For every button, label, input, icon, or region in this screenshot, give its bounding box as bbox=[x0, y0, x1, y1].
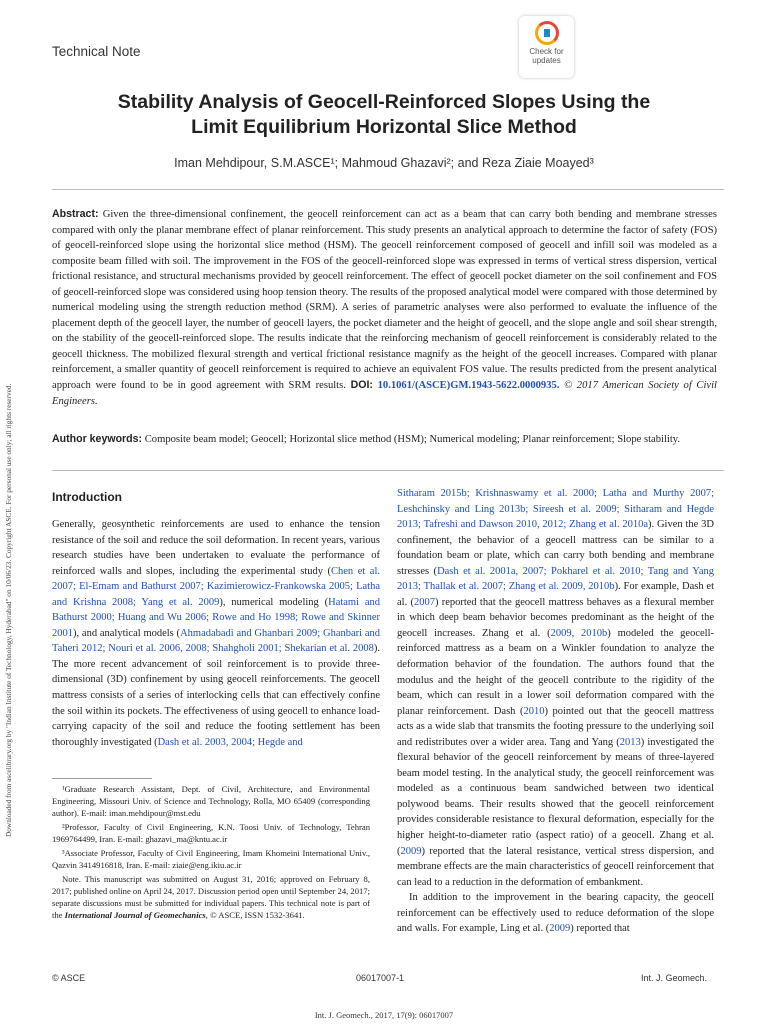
doi-link[interactable]: 10.1061/(ASCE)GM.1943-5622.0000935. bbox=[377, 380, 560, 392]
footnote-1: ¹Graduate Research Assistant, Dept. of Civil, Architecture, and Environmental Engineering, Missouri Univ. of Science and Technology, Rolla, MO 65409 (corresponding author). E-mail: iman.mehdipour@mst.edu bbox=[52, 784, 370, 818]
doi-label: DOI: bbox=[350, 379, 373, 392]
check-for-updates-button[interactable] bbox=[519, 16, 574, 78]
citation-link[interactable]: Ahmadabadi and Ghanbari 2009; Ghanbari and Taheri 2012; Nouri et al. 2006, 2008; Shahgholi 2001; Shekarian et al. 2008 bbox=[52, 627, 380, 655]
title-line-1: Stability Analysis of Geocell-Reinforced Slopes Using the bbox=[117, 91, 651, 113]
footer-page-id: 06017007-1 bbox=[356, 973, 405, 983]
keywords-text: Composite beam model; Geocell; Horizontal slice method (HSM); Numerical modeling; Planar reinforcement; Slope stability. bbox=[144, 434, 681, 445]
badge-line-1: Check for bbox=[529, 47, 564, 56]
author-list: Iman Mehdipour, S.M.ASCE¹; Mahmoud Ghazavi²; and Reza Ziaie Moayed³ bbox=[174, 156, 594, 170]
journal-name: International Journal of Geomechanics bbox=[64, 910, 206, 920]
citation-link[interactable]: 2009, 2010b bbox=[550, 627, 608, 639]
footnote-3: ³Associate Professor, Faculty of Civil Engineering, Imam Khomeini International Univ., Qazvin 3414916818, Iran. E-mail: ziaie@eng.ikiu.ac.ir bbox=[52, 848, 370, 870]
citation-link[interactable]: 2009 bbox=[549, 923, 571, 935]
abstract-text: Given the three-dimensional confinement, the geocell reinforcement can act as a beam that can carry both bending and membrane stresses compared with only the planar membrane effect of planar reinforcement. This study presents an analytical approach to determine the factor of safety (FOS) of geocell-reinforced slope using the horizontal slice method (HSM). The geocell reinforcement composed of geocell and infill soil was modeled as a composite beam filled with soil. The improvement in the FOS of the geocell-reinforced slope was expressed in terms of vertical stress dispersion, vertical frictional resistance, and structural mechanisms provided by geocell reinforcement. The effect of geocell pocket diameter on the soil confinement and FOS of geocell-reinforced slope was considered using hoop tension theory. The results of the proposed analytical model were compared with those determined by numerical modeling using the strength reduction method (SRM). A series of parametric analyses were also performed to evaluate the influence of the placement depth of the geocell layer, the number of geocell layers, the pocket diameter and the height of geocell, and the slope angle and soil shear strength, on the stability of the geocell-reinforced slope. The results indicate that the reinforcing mechanism of geocell reinforcement is considerably related to the geocell thickness. The mobilized flexural strength and vertical frictional resistance magnify as the height of the geocell increases. Compared with planar reinforcement, a smaller quantity of geocell reinforcement is required to achieve an equivalent FOS value. The results predicted from the present analytical approach were found to be in good agreement with SRM results. bbox=[52, 209, 717, 392]
citation-link[interactable]: 2009 bbox=[400, 845, 422, 857]
footnote-divider bbox=[52, 778, 152, 779]
citation-link[interactable]: 2013 bbox=[619, 736, 641, 748]
citation-link[interactable]: 2010 bbox=[523, 705, 545, 717]
submission-note: Note. This manuscript was submitted on August 31, 2016; approved on February 8, 2017; published online on April 24, 2017. Discussion period open until September 24, 2017; separate discussions must be submitted for individual papers. This technical note is part of the International Journal of Geomechanics, © ASCE, ISSN 1532-3641. bbox=[52, 874, 370, 920]
footnotes bbox=[52, 783, 370, 923]
citation-link[interactable]: Hatami and Bathurst 2000; Huang and Wu 2006; Rowe and Ho 1998; Rowe and Skinner 2001 bbox=[52, 596, 381, 639]
article-type-label: Technical Note bbox=[52, 44, 141, 59]
title-line-2: Limit Equilibrium Horizontal Slice Method bbox=[191, 116, 577, 138]
keywords-block bbox=[52, 432, 717, 448]
footer-journal: Int. J. Geomech. bbox=[641, 973, 708, 983]
divider-top bbox=[52, 189, 724, 190]
footer-copyright: © ASCE bbox=[52, 973, 86, 983]
abstract-block bbox=[52, 207, 717, 409]
footnote-2: ²Professor, Faculty of Civil Engineering, K.N. Toosi Univ. of Technology, Tehran 1969764499, Iran. E-mail: ghazavi_ma@kntu.ac.ir bbox=[52, 822, 370, 844]
keywords-label: Author keywords: bbox=[52, 433, 143, 445]
section-heading-introduction: Introduction bbox=[52, 490, 122, 504]
citation-link[interactable]: Dash et al. 2003, 2004; Hegde and bbox=[157, 736, 303, 748]
badge-line-2: updates bbox=[532, 56, 561, 65]
download-notice-text: Downloaded from ascelibrary.org by "Indian Institute of Technology, Hyderabad" on 10/06/23. Copyright ASCE. For personal use only; all rights reserved. bbox=[4, 383, 13, 837]
paper-title bbox=[40, 90, 728, 140]
intro-paragraph-2: In addition to the improvement in the bearing capacity, the geocell reinforcement can be effectively used to reduce deformation of the slope and walls. For example, Ling et al. (2009) reported that bbox=[397, 892, 714, 935]
citation-footer: Int. J. Geomech., 2017, 17(9): 06017007 bbox=[314, 1010, 454, 1020]
copyright-text: © 2017 American Society of Civil Engineers. bbox=[52, 380, 718, 407]
intro-paragraph-1: Generally, geosynthetic reinforcements are used to enhance the tension resistance of the soil and reduce the soil deformation. In recent years, various research studies have been undertaken to evaluate the performance of reinforced walls and slopes, including the experimental study (Chen et al. 2007; El-Emam and Bathurst 2007; Kazimierowicz-Frankowska 2005; Latha and Krishna 2008; Yang et al. 2009), numerical modeling (Hatami and Bathurst 2000; Huang and Wu 2006; Rowe and Ho 1998; Rowe and Skinner 2001), and analytical models (Ahmadabadi and Ghanbari 2009; Ghanbari and Taheri 2012; Nouri et al. 2006, 2008; Shahgholi 2001; Shekarian et al. 2008). The more recent advancement of soil reinforcement is to provide three-dimensional (3D) confinement by using geocell reinforcements. The geocell mattress consists of a series of interlocking cells that can effectively confine the soil within its pockets. The effectiveness of using geocell to enhance load-carrying capacity of the soil and reduce the footing settlement has been thoroughly investigated (Dash et al. 2003, 2004; Hegde and bbox=[52, 519, 381, 748]
intro-paragraph-1-cont: Sitharam 2015b; Krishnaswamy et al. 2000; Latha and Murthy 2007; Leshchinsky and Ling 2013b; Sireesh et al. 2009; Sitharam and Hegde 2013; Tafreshi and Dawson 2010, 2012; Zhang et al. 2010a). Given the 3D confinement, the behavior of a geocell mattress can be similar to a foundation beam or plate, which can carry both bending and membrane stresses (Dash et al. 2001a, 2007; Pokharel et al. 2010; Tang and Yang 2013; Thallak et al. 2007; Zhang et al. 2009, 2010b). For example, Dash et al. (2007) reported that the geocell mattress behaves as a flexural member in which deep beam behavior becomes predominant as the height of the geocell increases. Zhang et al. (2009, 2010b) modeled the geocell-reinforced mattress as a beam on a Winkler foundation to analyze the deformation behavior of the foundation. The authors found that the modulus and the height of the geocell contribute to the rigidity of the beam, which can result in a lower soil deformation compared with the planar reinforcement. Dash (2010) pointed out that the geocell mattress acts as a wide slab that transmits the footing pressure to the underlying soil and redistributes over a wider area. Tang and Yang (2013) investigated the flexural behavior of the geocell reinforcement by means of three-layered beam model testing. In the analytical study, the geocell reinforcement was modeled as a continuous beam sandwiched between two identical polywood beams. Their results showed that the geocell reinforcement provides considerable resistance to flexural deformation, especially for the higher height-to-diameter ratio (aspect ratio) of a geocell. Zhang et al. (2009) reported that the lateral resistance, vertical stress dispersion, and membrane effects are the main characteristics of geocell reinforcement that can lead to a reduction in the deformation of embankment. bbox=[397, 488, 715, 888]
left-column bbox=[52, 489, 380, 750]
citation-link[interactable]: Sitharam 2015b; Krishnaswamy et al. 2000; Latha and Murthy 2007; Leshchinsky and Ling 2013b; Sireesh et al. 2009; Sitharam and Hegde 2013; Tafreshi and Dawson 2010, 2012; Zhang et al. 2010a bbox=[397, 488, 714, 531]
citation-link[interactable]: Dash et al. 2001a, 2007; Pokharel et al. 2010; Tang and Yang 2013; Thallak et al. 2007; Zhang et al. 2009, 2010b bbox=[397, 565, 715, 593]
citation-link[interactable]: Chen et al. 2007; El-Emam and Bathurst 2007; Kazimierowicz-Frankowska 2005; Latha and Krishna 2008; Yang et al. 2009 bbox=[52, 565, 380, 608]
abstract-label: Abstract: bbox=[52, 208, 99, 220]
citation-link[interactable]: 2007 bbox=[413, 596, 435, 608]
crossmark-icon bbox=[535, 21, 559, 45]
divider-bottom bbox=[52, 470, 724, 471]
download-notice bbox=[4, 186, 16, 846]
right-column bbox=[397, 486, 714, 937]
